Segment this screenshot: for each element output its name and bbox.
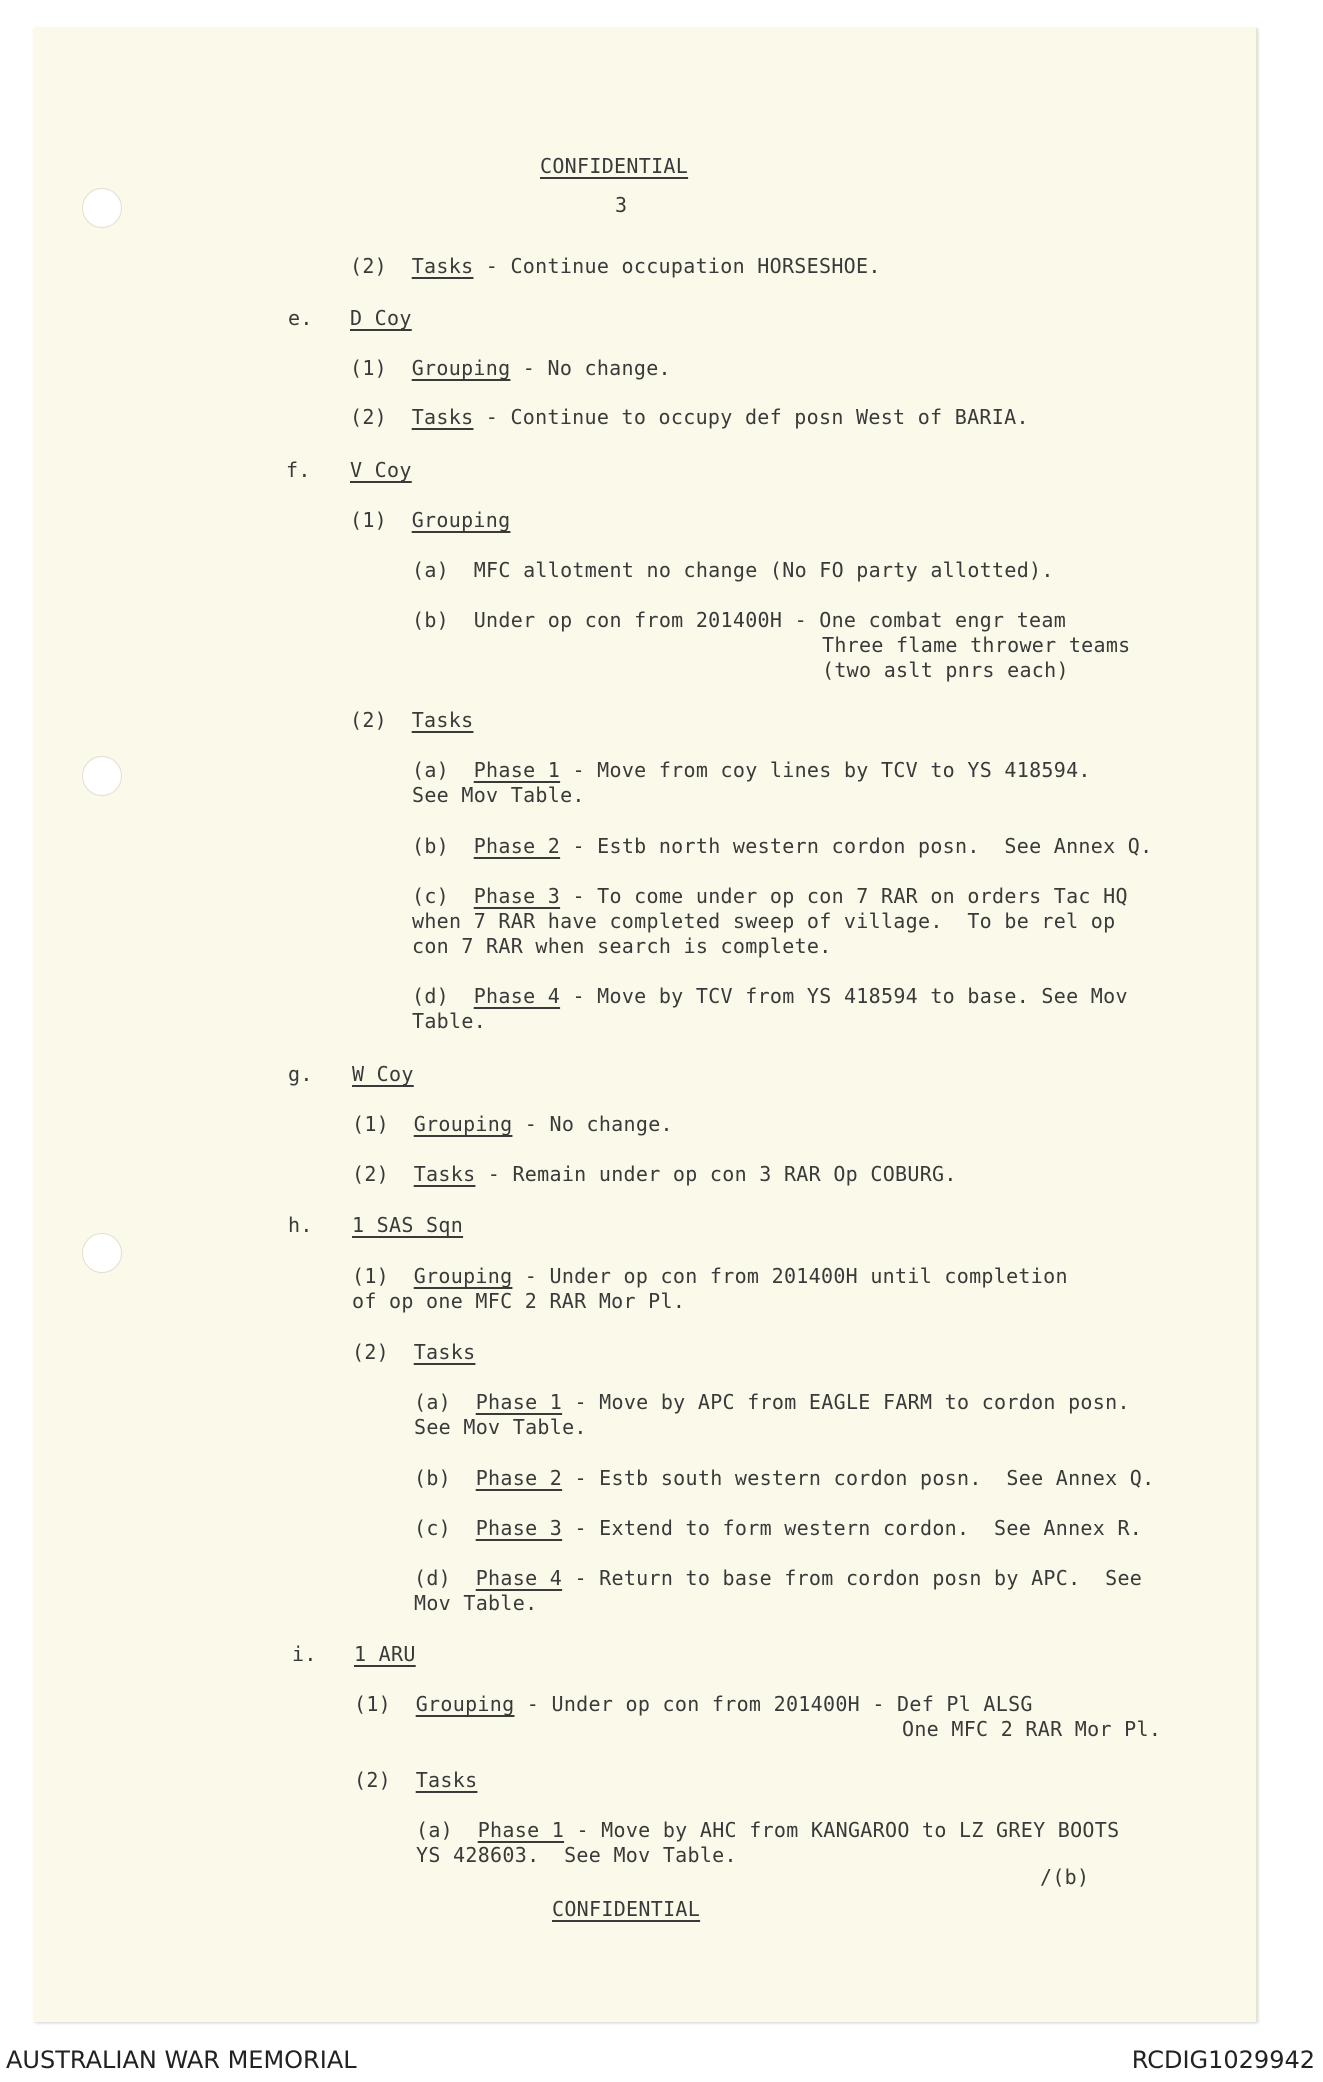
section-heading: D Coy xyxy=(350,306,412,330)
paragraph: YS 428603. See Mov Table. xyxy=(416,1843,737,1867)
paragraph: One MFC 2 RAR Mor Pl. xyxy=(902,1717,1162,1741)
paragraph: (d) Phase 4 - Move by TCV from YS 418594 to base. See Mov xyxy=(412,984,1128,1008)
section-heading: V Coy xyxy=(350,458,412,482)
section-letter: i. xyxy=(292,1642,317,1666)
paragraph: (b) Phase 2 - Estb south western cordon posn. See Annex Q. xyxy=(414,1466,1155,1490)
punch-hole xyxy=(82,756,122,796)
paragraph: Mov Table. xyxy=(414,1591,538,1615)
punch-hole xyxy=(82,188,122,228)
paragraph: (1) Grouping - Under op con from 201400H until completion xyxy=(352,1264,1068,1288)
para-number: (2) Tasks - Continue occupation HORSESHOE. xyxy=(350,254,881,278)
paragraph: (1) Grouping xyxy=(350,508,511,532)
archive-reference: RCDIG1029942 xyxy=(1131,2046,1315,2074)
paragraph: (2) Tasks - Continue to occupy def posn West of BARIA. xyxy=(350,405,1029,429)
page-number: 3 xyxy=(615,193,628,217)
paragraph: (2) Tasks xyxy=(354,1768,478,1792)
paragraph: (2) Tasks xyxy=(352,1340,476,1364)
section-letter: f. xyxy=(286,458,311,482)
paragraph: (two aslt pnrs each) xyxy=(822,658,1069,682)
archive-name: AUSTRALIAN WAR MEMORIAL xyxy=(6,2046,357,2074)
paragraph: See Mov Table. xyxy=(412,783,585,807)
paragraph: (1) Grouping - Under op con from 201400H - Def Pl ALSG xyxy=(354,1692,1033,1716)
paragraph: (2) Tasks xyxy=(350,708,474,732)
continuation-marker: /(b) xyxy=(1040,1865,1090,1889)
paragraph: (a) Phase 1 - Move by AHC from KANGAROO to LZ GREY BOOTS xyxy=(416,1818,1120,1842)
section-letter: g. xyxy=(288,1062,313,1086)
paragraph: Three flame thrower teams xyxy=(822,633,1131,657)
section-letter: h. xyxy=(288,1213,313,1237)
paragraph: (a) MFC allotment no change (No FO party allotted). xyxy=(412,558,1054,582)
paragraph: (2) Tasks - Remain under op con 3 RAR Op COBURG. xyxy=(352,1162,957,1186)
footer-classification: CONFIDENTIAL xyxy=(552,1897,701,1921)
section-heading: 1 ARU xyxy=(354,1642,416,1666)
paragraph: of op one MFC 2 RAR Mor Pl. xyxy=(352,1289,686,1313)
section-letter: e. xyxy=(288,306,313,330)
paragraph: (c) Phase 3 - To come under op con 7 RAR on orders Tac HQ xyxy=(412,884,1128,908)
paragraph: (b) Phase 2 - Estb north western cordon posn. See Annex Q. xyxy=(412,834,1153,858)
paragraph: Table. xyxy=(412,1009,487,1033)
paragraph: con 7 RAR when search is complete. xyxy=(412,934,832,958)
paragraph: (a) Phase 1 - Move by APC from EAGLE FARM to cordon posn. xyxy=(414,1390,1130,1414)
paragraph: (1) Grouping - No change. xyxy=(350,356,671,380)
paragraph: (b) Under op con from 201400H - One combat engr team xyxy=(412,608,1067,632)
header-classification: CONFIDENTIAL xyxy=(540,154,689,178)
paragraph: (1) Grouping - No change. xyxy=(352,1112,673,1136)
paragraph: when 7 RAR have completed sweep of village. To be rel op xyxy=(412,909,1116,933)
section-heading: W Coy xyxy=(352,1062,414,1086)
paragraph: (a) Phase 1 - Move from coy lines by TCV to YS 418594. xyxy=(412,758,1091,782)
section-heading: 1 SAS Sqn xyxy=(352,1213,464,1237)
paragraph: (d) Phase 4 - Return to base from cordon posn by APC. See xyxy=(414,1566,1143,1590)
punch-hole xyxy=(82,1233,122,1273)
paragraph: (c) Phase 3 - Extend to form western cordon. See Annex R. xyxy=(414,1516,1143,1540)
paragraph: See Mov Table. xyxy=(414,1415,587,1439)
